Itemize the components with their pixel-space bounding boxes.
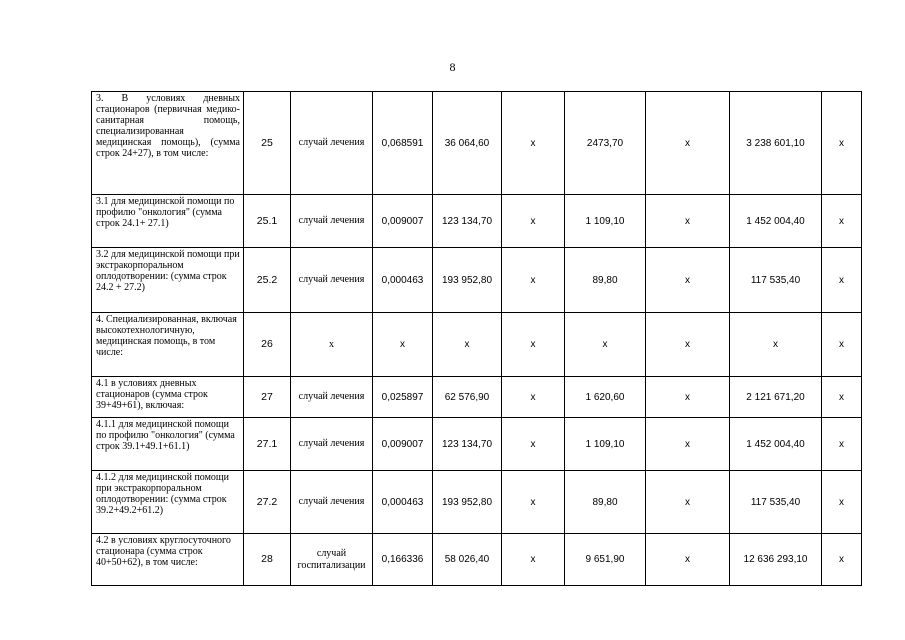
table-row <box>92 195 862 248</box>
row-cost: 193 952,80 <box>433 471 502 534</box>
row-col-9: 117 535,40 <box>730 248 822 313</box>
row-norm: 0,000463 <box>373 248 433 313</box>
row-col-9: 3 238 601,10 <box>730 92 822 195</box>
row-cost: 62 576,90 <box>433 377 502 418</box>
row-line-number: 27.1 <box>244 418 291 471</box>
row-line-number: 27.2 <box>244 471 291 534</box>
row-description: 4. Специализированная, включая высокотехнологичную, медицинская помощь, в том числе: <box>92 313 244 377</box>
row-col-6: х <box>502 377 565 418</box>
row-line-number: 25.2 <box>244 248 291 313</box>
row-col-7: 1 109,10 <box>565 195 646 248</box>
row-cost: х <box>433 313 502 377</box>
row-col-6: х <box>502 248 565 313</box>
row-col-6: х <box>502 534 565 586</box>
row-col-6: х <box>502 92 565 195</box>
table-row <box>92 92 862 195</box>
row-col-10: х <box>822 92 862 195</box>
table-row <box>92 534 862 586</box>
row-line-number: 25 <box>244 92 291 195</box>
row-col-7: х <box>565 313 646 377</box>
row-col-7: 1 620,60 <box>565 377 646 418</box>
row-unit: случай лечения <box>291 195 373 248</box>
row-col-10: х <box>822 313 862 377</box>
row-cost: 123 134,70 <box>433 195 502 248</box>
page-number: 8 <box>449 60 456 74</box>
row-line-number: 26 <box>244 313 291 377</box>
row-description: 3. В условиях дневных стационаров (первичная медико-санитарная помощь, специализированная медицинская помощь), (сумма строк 24+27), в том числе: <box>92 92 244 195</box>
row-unit: х <box>291 313 373 377</box>
row-col-10: х <box>822 471 862 534</box>
row-norm: 0,166336 <box>373 534 433 586</box>
row-col-8: х <box>646 418 730 471</box>
row-unit: случай лечения <box>291 92 373 195</box>
row-norm: 0,068591 <box>373 92 433 195</box>
row-col-10: х <box>822 248 862 313</box>
row-description: 3.1 для медицинской помощи по профилю "онкология" (сумма строк 24.1+ 27.1) <box>92 195 244 248</box>
row-cost: 193 952,80 <box>433 248 502 313</box>
row-description: 4.1 в условиях дневных стационаров (сумма строк 39+49+61), включая: <box>92 377 244 418</box>
row-unit: случай госпитализации <box>291 534 373 586</box>
row-line-number: 28 <box>244 534 291 586</box>
row-col-10: х <box>822 418 862 471</box>
table-row <box>92 471 862 534</box>
row-col-9: х <box>730 313 822 377</box>
row-line-number: 27 <box>244 377 291 418</box>
row-col-7: 9 651,90 <box>565 534 646 586</box>
row-col-10: х <box>822 377 862 418</box>
row-col-10: х <box>822 534 862 586</box>
row-cost: 58 026,40 <box>433 534 502 586</box>
row-col-8: х <box>646 92 730 195</box>
row-norm: 0,025897 <box>373 377 433 418</box>
row-col-9: 1 452 004,40 <box>730 418 822 471</box>
row-col-8: х <box>646 248 730 313</box>
table-row <box>92 313 862 377</box>
row-col-6: х <box>502 313 565 377</box>
row-norm: 0,009007 <box>373 418 433 471</box>
row-col-9: 12 636 293,10 <box>730 534 822 586</box>
row-col-9: 117 535,40 <box>730 471 822 534</box>
row-line-number: 25.1 <box>244 195 291 248</box>
row-unit: случай лечения <box>291 418 373 471</box>
table-row <box>92 248 862 313</box>
row-col-10: х <box>822 195 862 248</box>
row-cost: 36 064,60 <box>433 92 502 195</box>
row-description: 4.1.1 для медицинской помощи по профилю "онкология" (сумма строк 39.1+49.1+61.1) <box>92 418 244 471</box>
row-col-8: х <box>646 195 730 248</box>
row-norm: х <box>373 313 433 377</box>
row-col-7: 89,80 <box>565 471 646 534</box>
row-norm: 0,009007 <box>373 195 433 248</box>
row-unit: случай лечения <box>291 377 373 418</box>
funding-table <box>91 91 862 586</box>
table-row <box>92 377 862 418</box>
row-description: 4.2 в условиях круглосуточного стационара (сумма строк 40+50+62), в том числе: <box>92 534 244 586</box>
row-description: 4.1.2 для медицинской помощи при экстракорпоральном оплодотворении: (сумма строк 39.2+49.2+61.2) <box>92 471 244 534</box>
row-col-9: 2 121 671,20 <box>730 377 822 418</box>
row-norm: 0,000463 <box>373 471 433 534</box>
row-col-6: х <box>502 471 565 534</box>
row-col-8: х <box>646 313 730 377</box>
row-cost: 123 134,70 <box>433 418 502 471</box>
row-col-8: х <box>646 377 730 418</box>
row-col-7: 1 109,10 <box>565 418 646 471</box>
row-description: 3.2 для медицинской помощи при экстракорпоральном оплодотворении: (сумма строк 24.2 + 27.2) <box>92 248 244 313</box>
row-unit: случай лечения <box>291 248 373 313</box>
row-unit: случай лечения <box>291 471 373 534</box>
row-col-8: х <box>646 471 730 534</box>
row-col-6: х <box>502 195 565 248</box>
table-row <box>92 418 862 471</box>
row-col-7: 89,80 <box>565 248 646 313</box>
row-col-8: х <box>646 534 730 586</box>
row-col-6: х <box>502 418 565 471</box>
row-col-7: 2473,70 <box>565 92 646 195</box>
row-col-9: 1 452 004,40 <box>730 195 822 248</box>
